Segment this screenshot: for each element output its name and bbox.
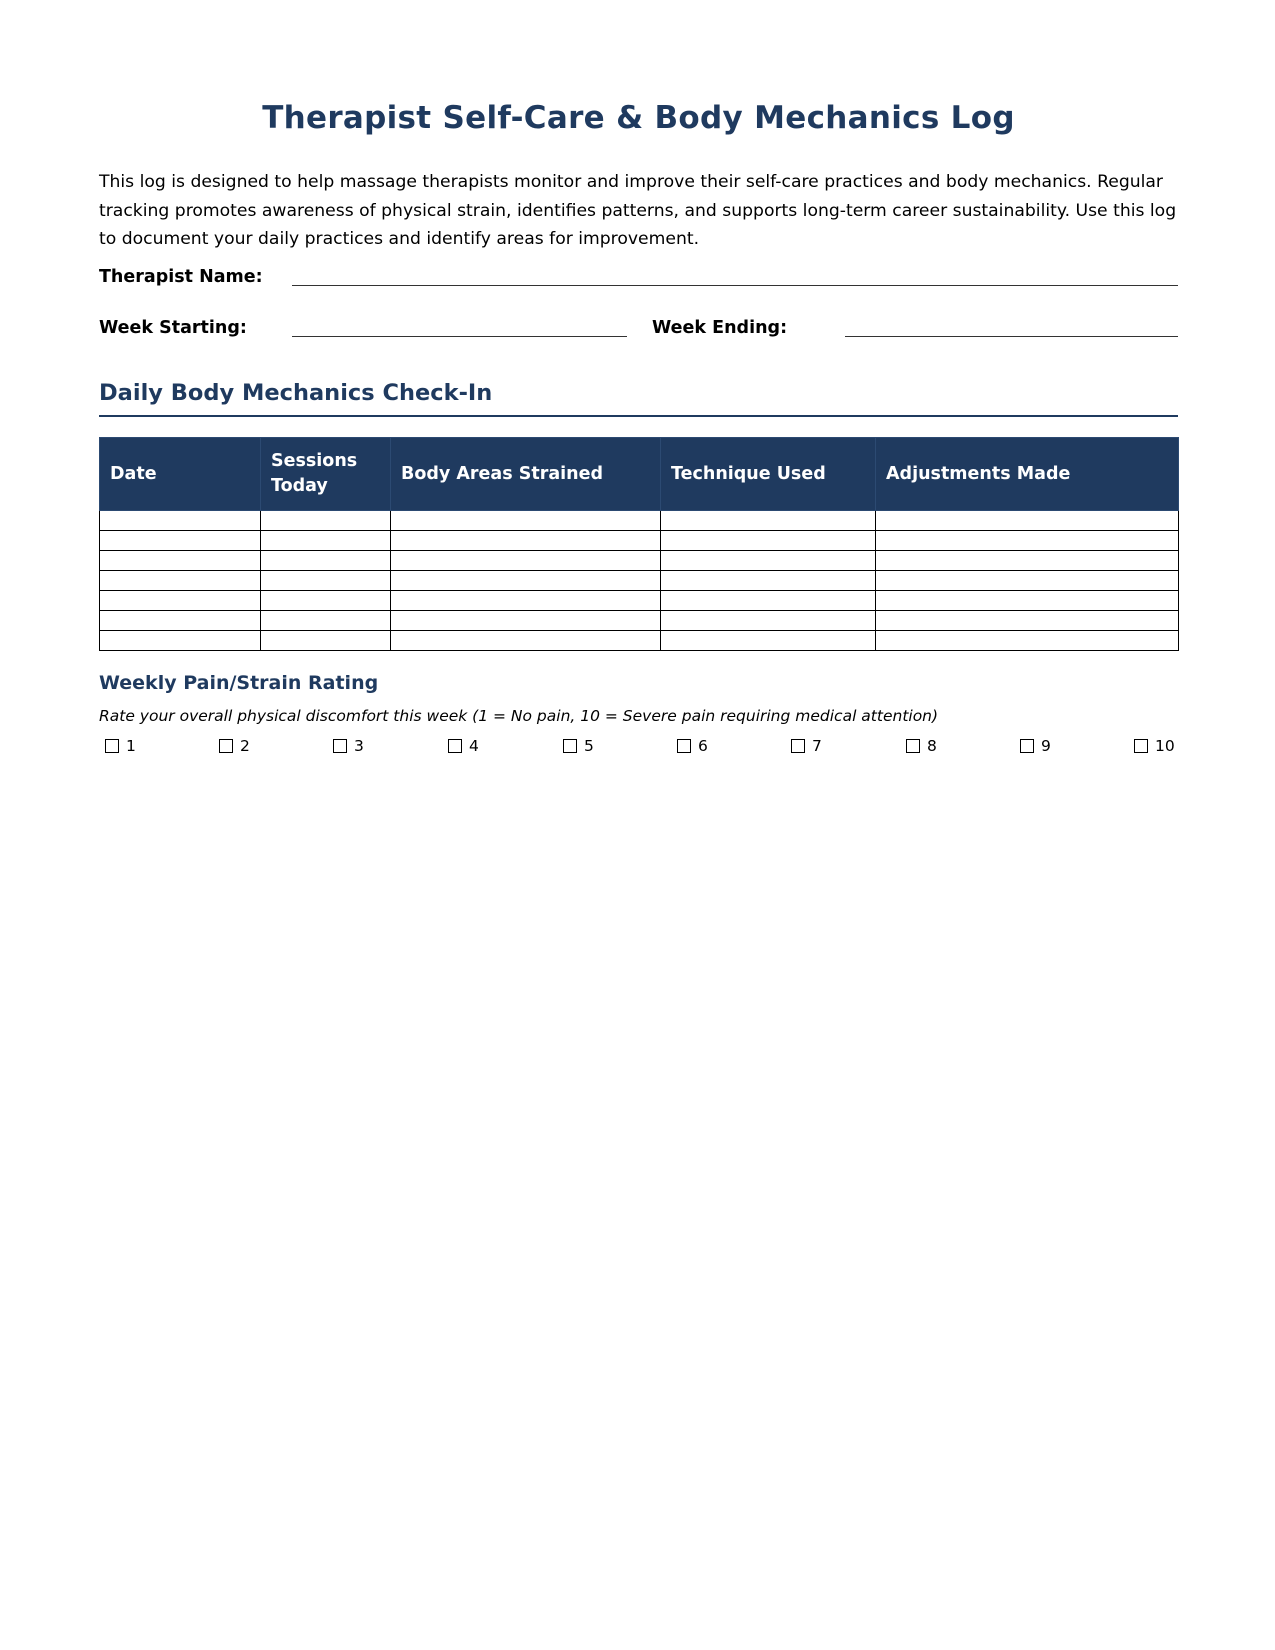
- table-cell[interactable]: [391, 631, 661, 651]
- table-cell[interactable]: [261, 611, 391, 631]
- table-cell[interactable]: [261, 571, 391, 591]
- table-cell[interactable]: [876, 591, 1179, 611]
- week-starting-field[interactable]: [292, 336, 627, 337]
- rating-option-9[interactable]: [1020, 735, 1051, 757]
- table-cell[interactable]: [661, 591, 876, 611]
- table-cell[interactable]: [100, 591, 261, 611]
- pain-rating-instructions: Rate your overall physical discomfort this week (1 = No pain, 10 = Severe pain requiring medical attention): [99, 707, 939, 725]
- checkbox-icon[interactable]: [791, 739, 805, 753]
- table-cell[interactable]: [661, 551, 876, 571]
- intro-paragraph: This log is designed to help massage therapists monitor and improve their self-care practices and body mechanics. Regular tracking promotes awareness of physical strain, identifies patterns, and supports long-term career sustainability. Use this log to document your daily practices and identify areas for improvement.: [99, 172, 1177, 249]
- table-cell[interactable]: [261, 631, 391, 651]
- column-header-body-areas-strained: Body Areas Strained: [391, 438, 661, 511]
- checkbox-icon[interactable]: [105, 739, 119, 753]
- week-ending-field[interactable]: [845, 336, 1178, 337]
- checkbox-icon[interactable]: [219, 739, 233, 753]
- table-cell[interactable]: [661, 611, 876, 631]
- table-cell[interactable]: [876, 511, 1179, 531]
- table-row: [100, 611, 1179, 631]
- week-starting-label: Week Starting:: [99, 318, 247, 338]
- table-cell[interactable]: [100, 511, 261, 531]
- checkbox-icon[interactable]: [333, 739, 347, 753]
- table-cell[interactable]: [100, 531, 261, 551]
- rating-option-label: 4: [469, 737, 479, 755]
- week-dates-row: [99, 318, 1178, 348]
- table-cell[interactable]: [876, 531, 1179, 551]
- rating-option-label: 6: [698, 737, 708, 755]
- table-cell[interactable]: [391, 551, 661, 571]
- document-title: Therapist Self-Care & Body Mechanics Log: [262, 100, 1015, 136]
- table-cell[interactable]: [261, 591, 391, 611]
- column-header-adjustments-made: Adjustments Made: [876, 438, 1179, 511]
- table-cell[interactable]: [391, 611, 661, 631]
- rating-option-label: 10: [1155, 737, 1175, 755]
- table-cell[interactable]: [876, 571, 1179, 591]
- column-header-sessions-today: Sessions Today: [261, 438, 391, 511]
- checkbox-icon[interactable]: [1134, 739, 1148, 753]
- checkbox-icon[interactable]: [1020, 739, 1034, 753]
- table-cell[interactable]: [391, 591, 661, 611]
- table-cell[interactable]: [876, 551, 1179, 571]
- column-header-date: Date: [100, 438, 261, 511]
- week-ending-label: Week Ending:: [652, 318, 788, 338]
- rating-option-label: 3: [354, 737, 364, 755]
- table-cell[interactable]: [876, 631, 1179, 651]
- rating-option-8[interactable]: [906, 735, 937, 757]
- table-header-row: [100, 438, 1179, 511]
- table-row: [100, 571, 1179, 591]
- table-row: [100, 511, 1179, 531]
- table-cell[interactable]: [391, 531, 661, 551]
- table-cell[interactable]: [391, 511, 661, 531]
- table-cell[interactable]: [661, 511, 876, 531]
- rating-option-1[interactable]: [105, 735, 136, 757]
- table-cell[interactable]: [661, 531, 876, 551]
- checkbox-icon[interactable]: [563, 739, 577, 753]
- table-cell[interactable]: [100, 631, 261, 651]
- rating-option-5[interactable]: [563, 735, 594, 757]
- column-header-technique-used: Technique Used: [661, 438, 876, 511]
- rating-option-10[interactable]: [1134, 735, 1175, 757]
- therapist-name-field[interactable]: [292, 285, 1178, 286]
- checkbox-icon[interactable]: [677, 739, 691, 753]
- table-cell[interactable]: [261, 551, 391, 571]
- rating-option-4[interactable]: [448, 735, 479, 757]
- rating-option-label: 8: [927, 737, 937, 755]
- rating-option-label: 2: [240, 737, 250, 755]
- table-cell[interactable]: [661, 631, 876, 651]
- table-row: [100, 551, 1179, 571]
- therapist-name-label: Therapist Name:: [99, 267, 263, 287]
- table-row: [100, 631, 1179, 651]
- rating-option-7[interactable]: [791, 735, 822, 757]
- rating-option-label: 5: [584, 737, 594, 755]
- table-row: [100, 591, 1179, 611]
- table-cell[interactable]: [100, 611, 261, 631]
- checkbox-icon[interactable]: [906, 739, 920, 753]
- rating-option-3[interactable]: [333, 735, 364, 757]
- table-cell[interactable]: [391, 571, 661, 591]
- table-cell[interactable]: [100, 571, 261, 591]
- table-cell[interactable]: [876, 611, 1179, 631]
- table-cell[interactable]: [661, 571, 876, 591]
- table-cell[interactable]: [261, 511, 391, 531]
- table-cell[interactable]: [100, 551, 261, 571]
- checkbox-icon[interactable]: [448, 739, 462, 753]
- rating-option-label: 7: [812, 737, 822, 755]
- rating-option-label: 9: [1041, 737, 1051, 755]
- pain-rating-options: [99, 735, 1178, 757]
- rating-option-2[interactable]: [219, 735, 250, 757]
- daily-checkin-table: [99, 437, 1179, 651]
- pain-rating-heading: Weekly Pain/Strain Rating: [99, 672, 379, 694]
- rating-option-label: 1: [126, 737, 136, 755]
- daily-checkin-heading: Daily Body Mechanics Check-In: [99, 380, 1178, 417]
- table-cell[interactable]: [261, 531, 391, 551]
- rating-option-6[interactable]: [677, 735, 708, 757]
- table-row: [100, 531, 1179, 551]
- therapist-name-row: [99, 267, 1178, 297]
